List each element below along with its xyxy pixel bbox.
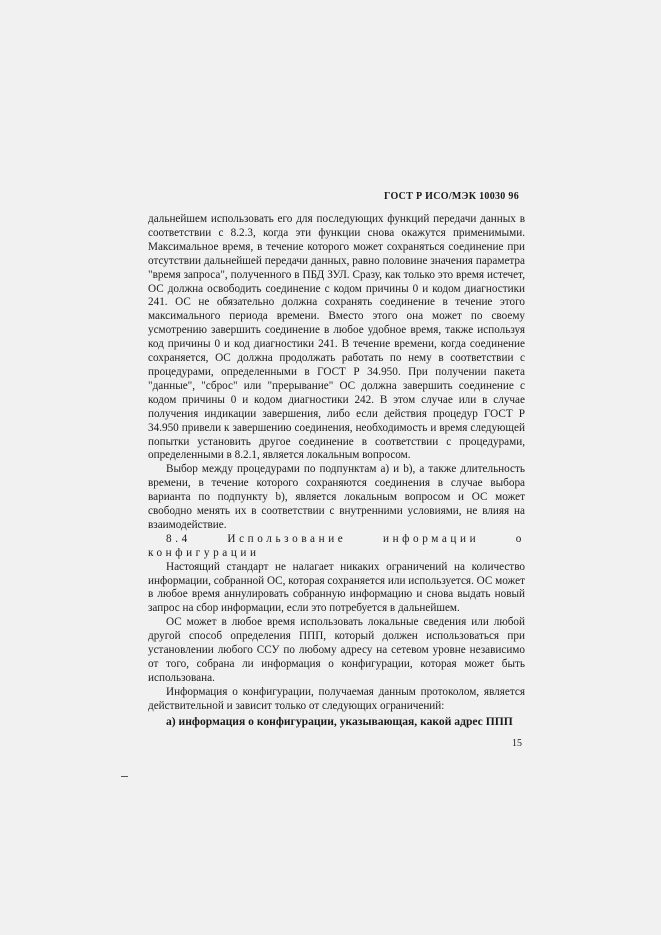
- running-header: ГОСТ Р ИСО/МЭК 10030 96: [384, 191, 519, 202]
- paragraph-choice-of-procedures: Выбор между процедурами по подпунктам а) и b), а также длительность времени, в течение которого сохраняются соединения в случае выбора варианта по подпункту b), является локальным вопросом и ОС может свободно менять их в соответствии с внутренними условиями, не влияя на взаимодействие.: [148, 463, 525, 531]
- paragraph-local-information: ОС может в любое время использовать локальные сведения или любой другой способ определения ППП, который должен использоваться при установлении любого ССУ по любому адресу на сетевом уровне независимо от того, собрана ли информация о конфигурации, которая может быть использована.: [148, 616, 525, 684]
- margin-mark: [121, 776, 128, 777]
- paragraph-continuation: дальнейшем использовать его для последующих функций передачи данных в соответствии с 8.2.3, когда эти функции снова окажутся применимыми. Максимальное время, в течение которого может сохраняться соединение при отсутствии дальнейшей передачи данных, равно половине значения параметра "время запроса", полученного в ПБД ЗУЛ. Сразу, как только это время истечет, ОС должна освободить соединение с кодом причины 0 и кодом диагностики 241. ОС не обязательно должна сохранять соединение в течение этого максимального периода времени. Вместо этого она может по своему усмотрению завершить соединение в любое удобное время, также используя код причины 0 и код диагностики 241. В течение времени, когда соединение сохраняется, ОС должна продолжать работать по нему в соответствии с процедурами, определенными в ГОСТ Р 34.950. При получении пакета "данные", "сброс" или "прерывание" ОС должна завершить соединение с кодом причины 0 и кодом диагностики 242. В этом случае или в случае получения индикации завершения, либо если действия процедур ГОСТ Р 34.950 привели к завершению соединения, необходимость и время следующей попытки установить другое соединение в соответствии с процедурами, определенными в 8.2.1, является локальным вопросом.: [148, 213, 525, 462]
- page-number: 15: [512, 738, 522, 749]
- paragraph-information-limits: Настоящий стандарт не налагает никаких ограничений на количество информации, собранной ОС, которая сохраняется или используется. ОС может в любое время аннулировать собранную информацию и снова выдать новый запрос на сбор информации, если это потребуется в дальнейшем.: [148, 560, 525, 615]
- section-heading-8-4: 8.4 Использование информации о конфигурации: [148, 532, 525, 559]
- body-text: [148, 213, 525, 729]
- paragraph-configuration-validity: Информация о конфигурации, получаемая данным протоколом, является действительной и зависит только от следующих ограничений:: [148, 685, 525, 712]
- list-item-a: а) информация о конфигурации, указывающая, какой адрес ППП: [166, 714, 513, 728]
